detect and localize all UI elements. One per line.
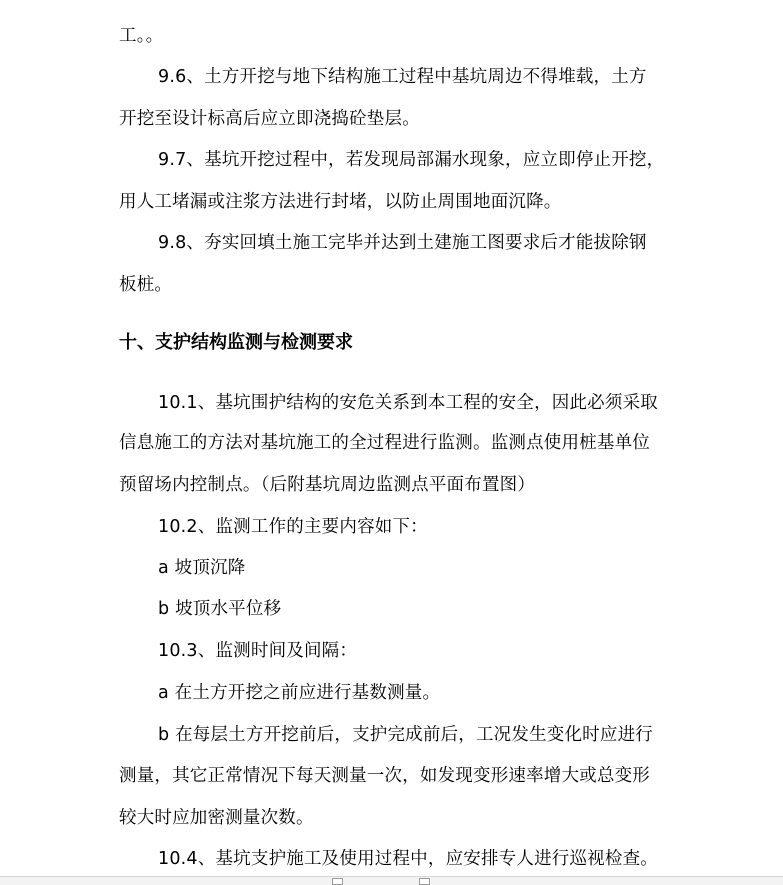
paragraph-line: 预留场内控制点。（后附基坑周边监测点平面布置图）	[119, 475, 536, 495]
paragraph-line: 9.6、土方开挖与地下结构施工过程中基坑周边不得堆载，土方	[158, 67, 647, 87]
paragraph-line: 10.1、基坑围护结构的安危关系到本工程的安全，因此必须采取	[158, 393, 658, 413]
paragraph-line: 10.3、监测时间及间隔：	[158, 641, 358, 661]
paragraph-line: 9.7、基坑开挖过程中，若发现局部漏水现象，应立即停止开挖，	[158, 150, 665, 170]
paragraph-line: 信息施工的方法对基坑施工的全过程进行监测。监测点使用桩基单位	[119, 433, 650, 453]
paragraph-line: 10.4、基坑支护施工及使用过程中，应安排专人进行巡视检查。	[158, 849, 658, 869]
status-bar	[0, 876, 783, 885]
paragraph-line: 较大时应加密测量次数。	[119, 808, 314, 828]
paragraph-line: 工。。	[119, 26, 164, 46]
list-item: a 在土方开挖之前应进行基数测量。	[158, 683, 441, 703]
view-icon[interactable]	[332, 878, 343, 885]
list-item: b 在每层土方开挖前后，支护完成前后，工况发生变化时应进行	[158, 725, 653, 745]
paragraph-line: 用人工堵漏或注浆方法进行封堵，以防止周围地面沉降。	[119, 192, 562, 212]
list-item: b 坡顶水平位移	[158, 599, 282, 619]
section-heading: 十、支护结构监测与检测要求	[119, 332, 353, 353]
list-item: a 坡顶沉降	[158, 558, 246, 578]
paragraph-line: 10.2、监测工作的主要内容如下：	[158, 517, 428, 537]
paragraph-line: 9.8、夯实回填土施工完毕并达到土建施工图要求后才能拔除钢	[158, 233, 647, 253]
layout-icon[interactable]	[419, 878, 430, 885]
paragraph-line: 板桩。	[119, 275, 173, 295]
paragraph-line: 开挖至设计标高后应立即浇捣砼垫层。	[119, 109, 420, 129]
paragraph-line: 测量，其它正常情况下每天测量一次，如发现变形速率增大或总变形	[119, 766, 650, 786]
